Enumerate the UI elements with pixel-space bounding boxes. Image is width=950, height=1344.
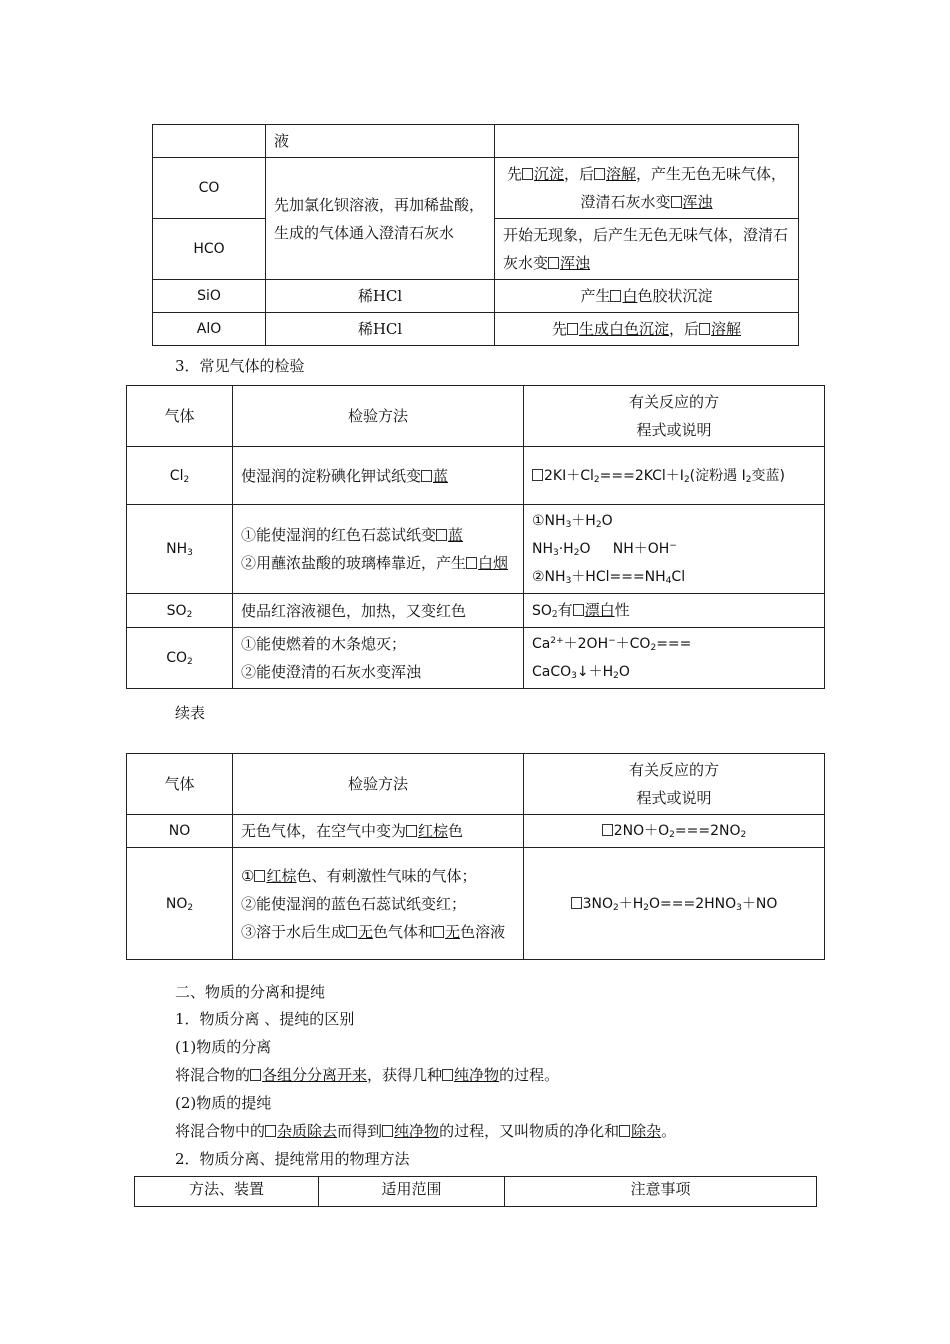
blank-box-icon	[436, 529, 447, 541]
phenomenon-cell: 先 沉淀，后 溶解，产生无色无味气体，澄清石灰水变 浑浊	[495, 158, 799, 219]
blank-box-icon	[573, 604, 584, 616]
cell-text: 液	[274, 132, 290, 150]
section-title: 二、物质的分离和提纯	[175, 983, 326, 1001]
sub-subsection-title: (2)物质的提纯	[175, 1094, 272, 1112]
header-equation: 有关反应的方 程式或说明	[524, 386, 825, 447]
gas-test-table	[126, 385, 825, 689]
method-cell: ①能使燃着的木条熄灭； ②能使澄清的石灰水变浑浊	[233, 628, 524, 689]
gas-label-no2: $NO_2$	[127, 848, 233, 960]
equation-cell: $①NH_3+H_2O$ $NH_3\cdot H_2O$ NH＋OH− $②NH_3+HCl===NH_4Cl$	[524, 505, 825, 594]
blank-box-icon	[346, 926, 357, 938]
header-scope: 适用范围	[319, 1177, 505, 1207]
blank-box-icon	[265, 1125, 276, 1137]
continued-label: 续表	[175, 704, 206, 722]
ion-label-alo	[153, 313, 266, 346]
equation-cell: $2KI+Cl_2===2KCl+I_2$(淀粉遇 $I_2$变蓝)	[524, 447, 825, 505]
equation-cell: $2NO+O_2===2NO_2$	[524, 815, 825, 848]
ion-label: CO	[198, 180, 220, 196]
gas-label-cl2: $Cl_2$	[127, 447, 233, 505]
blank-box-icon	[421, 470, 432, 482]
blank-box-icon	[522, 168, 533, 180]
blank-box-icon	[548, 257, 559, 269]
ion-label-hco	[153, 219, 266, 280]
blank-box-icon	[610, 290, 621, 302]
method-cell: 无色气体，在空气中变为 红棕色	[233, 815, 524, 848]
subsection-title: 1．物质分离 、提纯的区别	[175, 1010, 355, 1028]
blank-box-icon	[567, 323, 578, 335]
equation-cell: $SO_2$有 漂白性	[524, 594, 825, 628]
ion-test-table	[152, 124, 799, 346]
gas-label-nh3: $NH_3$	[127, 505, 233, 594]
blank-box-icon	[699, 323, 710, 335]
method-cell: 稀HCl	[266, 313, 495, 346]
blank-box-icon	[433, 926, 444, 938]
blank-box-icon	[671, 196, 682, 208]
ion-label: SiO	[197, 288, 221, 304]
ion-label: HCO	[193, 241, 225, 257]
gas-label-co2: $CO_2$	[127, 628, 233, 689]
table-cell	[495, 125, 799, 158]
equation-cell: $Ca^{2+}+2OH^-+CO_2===$ $CaCO_3↓+H_2O$	[524, 628, 825, 689]
phenomenon-cell: 产生 白色胶状沉淀	[495, 280, 799, 313]
header-method: 方法、装置	[135, 1177, 319, 1207]
ion-label: AlO	[196, 321, 222, 337]
header-method: 检验方法	[233, 754, 524, 815]
phenomenon-cell: 先 生成白色沉淀，后 溶解	[495, 313, 799, 346]
sub-subsection-title: (1)物质的分离	[175, 1038, 272, 1056]
method-cell: ①能使湿润的红色石蕊试纸变 蓝 ②用蘸浓盐酸的玻璃棒靠近，产生 白烟	[233, 505, 524, 594]
header-gas: 气体	[127, 386, 233, 447]
paragraph: 将混合物的 各组分分离开来，获得几种 纯净物的过程。	[175, 1066, 560, 1084]
ion-label-co	[153, 158, 266, 219]
blank-box-icon	[619, 1125, 630, 1137]
method-cell: 使品红溶液褪色，加热，又变红色	[233, 594, 524, 628]
table-cell	[266, 125, 495, 158]
blank-box-icon	[602, 824, 613, 836]
method-cell: 稀HCl	[266, 280, 495, 313]
gas-label-no: NO	[127, 815, 233, 848]
method-cell: 使湿润的淀粉碘化钾试纸变 蓝	[233, 447, 524, 505]
header-gas: 气体	[127, 754, 233, 815]
blank-box-icon	[466, 557, 477, 569]
blank-box-icon	[532, 469, 543, 481]
header-notes: 注意事项	[505, 1177, 817, 1207]
header-equation: 有关反应的方 程式或说明	[524, 754, 825, 815]
gas-test-table-continued	[126, 753, 825, 960]
blank-box-icon	[571, 897, 582, 909]
blank-box-icon	[254, 870, 265, 882]
blank-box-icon	[406, 825, 417, 837]
blank-box-icon	[382, 1125, 393, 1137]
blank-box-icon	[442, 1069, 453, 1081]
equation-cell: $3NO_2+H_2O===2HNO_3+NO$	[524, 848, 825, 960]
ion-label-sio	[153, 280, 266, 313]
phenomenon-cell: 开始无现象，后产生无色无味气体，澄清石灰水变 浑浊	[495, 219, 799, 280]
blank-box-icon	[250, 1069, 261, 1081]
separation-methods-table	[134, 1176, 817, 1207]
paragraph: 将混合物中的 杂质除去而得到 纯净物的过程，又叫物质的净化和 除杂。	[175, 1122, 677, 1140]
method-text: 先加氯化钡溶液，再加稀盐酸，生成的气体通入澄清石灰水	[274, 195, 485, 242]
header-method: 检验方法	[233, 386, 524, 447]
table-cell	[153, 125, 266, 158]
method-cell	[266, 158, 495, 280]
section-heading: 3．常见气体的检验	[175, 357, 305, 375]
method-cell: ① 红棕色、有刺激性气味的气体； ②能使湿润的蓝色石蕊试纸变红； ③溶于水后生成 无色气体和 无色溶液	[233, 848, 524, 960]
blank-box-icon	[594, 168, 605, 180]
gas-label-so2: $SO_2$	[127, 594, 233, 628]
subsection-title: 2．物质分离、提纯常用的物理方法	[175, 1150, 410, 1168]
